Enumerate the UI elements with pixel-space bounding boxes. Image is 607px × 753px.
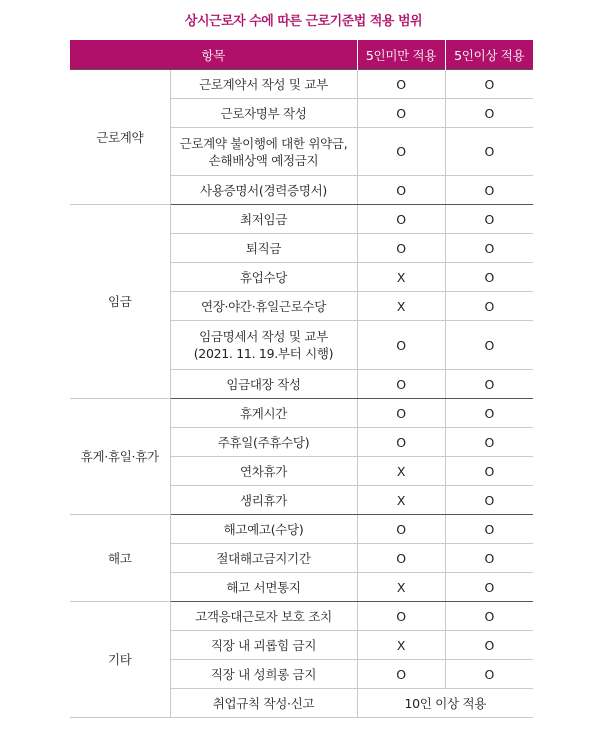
over5-cell: O xyxy=(445,70,533,99)
category-cell: 임금 xyxy=(70,205,170,399)
item-label: 연장·야간·휴일근로수당 xyxy=(200,298,327,314)
over5-cell: O xyxy=(445,399,533,428)
table-header-row xyxy=(70,40,533,70)
item-label: 직장 내 성희롱 금지 xyxy=(210,666,317,682)
under5-cell: X xyxy=(357,486,445,515)
under5-cell: O xyxy=(357,128,445,176)
under5-cell: O xyxy=(357,70,445,99)
item-label: 해고예고(수당) xyxy=(223,521,304,537)
labor-law-scope-table xyxy=(70,40,533,718)
over5-cell: O xyxy=(445,370,533,399)
item-label: 연차휴가 xyxy=(239,463,288,479)
item-cell xyxy=(170,234,357,263)
category-cell: 기타 xyxy=(70,602,170,718)
over5-cell: O xyxy=(445,99,533,128)
over5-cell: O xyxy=(445,631,533,660)
under5-cell: X xyxy=(357,631,445,660)
over5-cell: O xyxy=(445,263,533,292)
over5-cell: O xyxy=(445,428,533,457)
item-label: 해고 서면통지 xyxy=(226,579,301,595)
item-label: 근로계약 불이행에 대한 위약금, 손해배상액 예정금지 xyxy=(179,135,348,168)
item-cell xyxy=(170,263,357,292)
item-label: 생리휴가 xyxy=(239,492,288,508)
header-over5: 5인이상 적용 xyxy=(445,40,533,70)
item-label: 퇴직금 xyxy=(245,240,282,256)
header-under5: 5인미만 적용 xyxy=(357,40,445,70)
item-label: 휴게시간 xyxy=(239,405,288,421)
over5-cell: O xyxy=(445,544,533,573)
item-cell xyxy=(170,70,357,99)
over5-cell: O xyxy=(445,486,533,515)
item-cell xyxy=(170,176,357,205)
under5-cell: O xyxy=(357,544,445,573)
item-cell xyxy=(170,399,357,428)
table-row xyxy=(70,602,533,631)
item-cell xyxy=(170,544,357,573)
over5-cell: O xyxy=(445,176,533,205)
under5-cell: X xyxy=(357,292,445,321)
item-cell xyxy=(170,660,357,689)
item-label: 절대해고금지기간 xyxy=(216,550,311,566)
table-row xyxy=(70,515,533,544)
over5-cell: O xyxy=(445,292,533,321)
item-cell xyxy=(170,515,357,544)
item-cell xyxy=(170,292,357,321)
item-cell xyxy=(170,321,357,370)
item-label: 임금대장 작성 xyxy=(226,376,301,392)
item-label: 취업규칙 작성·신고 xyxy=(212,695,315,711)
item-label: 고객응대근로자 보호 조치 xyxy=(195,608,332,624)
over5-cell: O xyxy=(445,515,533,544)
category-cell: 근로계약 xyxy=(70,70,170,205)
item-cell xyxy=(170,486,357,515)
over5-cell: O xyxy=(445,321,533,370)
under5-cell: O xyxy=(357,370,445,399)
page-title: 상시근로자 수에 따른 근로기준법 적용 범위 xyxy=(184,14,423,29)
under5-cell: O xyxy=(357,428,445,457)
header-item: 항목 xyxy=(70,40,357,70)
over5-cell: O xyxy=(445,457,533,486)
under5-cell: X xyxy=(357,457,445,486)
item-label: 임금명세서 작성 및 교부 (2021. 11. 19.부터 시행) xyxy=(193,329,334,361)
item-cell xyxy=(170,631,357,660)
item-cell xyxy=(170,99,357,128)
item-cell xyxy=(170,428,357,457)
over5-cell: O xyxy=(445,573,533,602)
category-cell: 휴게·휴일·휴가 xyxy=(70,399,170,515)
under5-cell: O xyxy=(357,321,445,370)
item-cell xyxy=(170,128,357,176)
under5-cell: O xyxy=(357,205,445,234)
table-row xyxy=(70,70,533,99)
item-cell xyxy=(170,573,357,602)
category-cell: 해고 xyxy=(70,515,170,602)
under5-cell: O xyxy=(357,602,445,631)
item-cell xyxy=(170,370,357,399)
over5-cell: O xyxy=(445,128,533,176)
item-label: 근로자명부 작성 xyxy=(220,105,307,121)
item-label: 사용증명서(경력증명서) xyxy=(200,182,327,198)
under5-cell: O xyxy=(357,99,445,128)
over5-cell: O xyxy=(445,660,533,689)
over5-cell: O xyxy=(445,234,533,263)
under5-cell: X xyxy=(357,263,445,292)
under5-cell: X xyxy=(357,573,445,602)
over5-cell: O xyxy=(445,205,533,234)
over5-cell: O xyxy=(445,602,533,631)
under5-cell: O xyxy=(357,515,445,544)
item-label: 근로계약서 작성 및 교부 xyxy=(199,76,328,92)
under5-cell: O xyxy=(357,399,445,428)
item-cell xyxy=(170,205,357,234)
item-label: 직장 내 괴롭힘 금지 xyxy=(210,637,317,653)
item-cell xyxy=(170,457,357,486)
under5-cell: O xyxy=(357,176,445,205)
merged-applicability-cell: 10인 이상 적용 xyxy=(357,689,533,718)
item-label: 휴업수당 xyxy=(239,269,288,285)
item-cell xyxy=(170,689,357,718)
table-row xyxy=(70,205,533,234)
under5-cell: O xyxy=(357,660,445,689)
under5-cell: O xyxy=(357,234,445,263)
item-label: 주휴일(주휴수당) xyxy=(217,434,310,450)
item-label: 최저임금 xyxy=(239,211,288,227)
table-row xyxy=(70,399,533,428)
item-cell xyxy=(170,602,357,631)
